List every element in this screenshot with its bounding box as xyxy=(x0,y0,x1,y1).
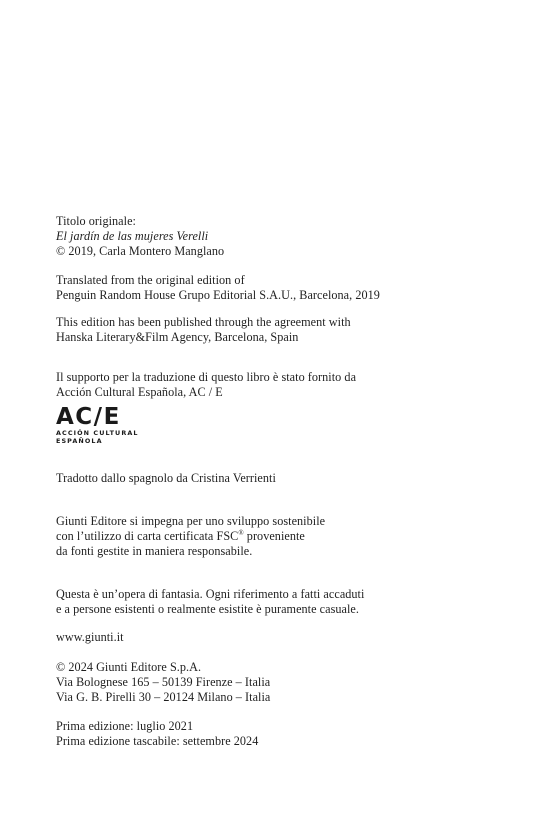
ace-logo-mark: AC/E xyxy=(56,404,121,430)
original-copyright: © 2019, Carla Montero Manglano xyxy=(56,244,225,258)
edition-agreement-line-2: Hanska Literary&Film Agency, Barcelona, Spain xyxy=(56,330,299,344)
edition-agreement-block xyxy=(56,315,351,345)
publisher-copyright: © 2024 Giunti Editore S.p.A. xyxy=(56,660,202,674)
sustainability-block xyxy=(56,514,325,559)
publisher-address-florence: Via Bolognese 165 – 50139 Firenze – Italia xyxy=(56,675,271,689)
original-title-label: Titolo originale: xyxy=(56,214,136,228)
registered-mark: ® xyxy=(238,528,244,537)
publisher-website: www.giunti.it xyxy=(56,630,124,644)
ace-logo-subtitle-1: ACCIÓN CULTURAL xyxy=(56,429,139,437)
translation-support-block xyxy=(56,370,356,400)
ace-logo-subtitle-2: ESPAÑOLA xyxy=(56,437,103,445)
sustainability-line-2 xyxy=(56,529,325,544)
translated-from-block xyxy=(56,273,380,303)
translator-credit: Tradotto dallo spagnolo da Cristina Verrienti xyxy=(56,471,276,485)
original-title: El jardín de las mujeres Verelli xyxy=(56,229,209,243)
sustainability-line-1: Giunti Editore si impegna per uno sviluppo sostenibile xyxy=(56,514,326,528)
edition-agreement-line-1: This edition has been published through the agreement with xyxy=(56,315,351,329)
ace-logo xyxy=(56,405,139,445)
publisher-address-milan: Via G. B. Pirelli 30 – 20124 Milano – Italia xyxy=(56,690,271,704)
translation-support-line-1: Il supporto per la traduzione di questo libro è stato fornito da xyxy=(56,370,357,384)
translated-from-line-2: Penguin Random House Grupo Editorial S.A.U., Barcelona, 2019 xyxy=(56,288,380,302)
sustainability-line-3: da fonti gestite in maniera responsabile. xyxy=(56,544,253,558)
translator-block xyxy=(56,471,276,486)
editions-block xyxy=(56,719,258,749)
sustainability-line-2-end: proveniente xyxy=(243,529,305,543)
fiction-notice-line-1: Questa è un’opera di fantasia. Ogni riferimento a fatti accaduti xyxy=(56,587,365,601)
paperback-edition: Prima edizione tascabile: settembre 2024 xyxy=(56,734,259,748)
first-edition: Prima edizione: luglio 2021 xyxy=(56,719,194,733)
translated-from-line-1: Translated from the original edition of xyxy=(56,273,245,287)
original-title-block xyxy=(56,214,224,259)
sustainability-line-2-text: con l’utilizzo di carta certificata FSC xyxy=(56,529,239,543)
fiction-notice-block xyxy=(56,587,364,617)
publisher-block xyxy=(56,660,270,705)
translation-support-line-2: Acción Cultural Española, AC / E xyxy=(56,385,223,399)
fiction-notice-line-2: e a persone esistenti o realmente esistite è puramente casuale. xyxy=(56,602,359,616)
website-block xyxy=(56,630,124,645)
